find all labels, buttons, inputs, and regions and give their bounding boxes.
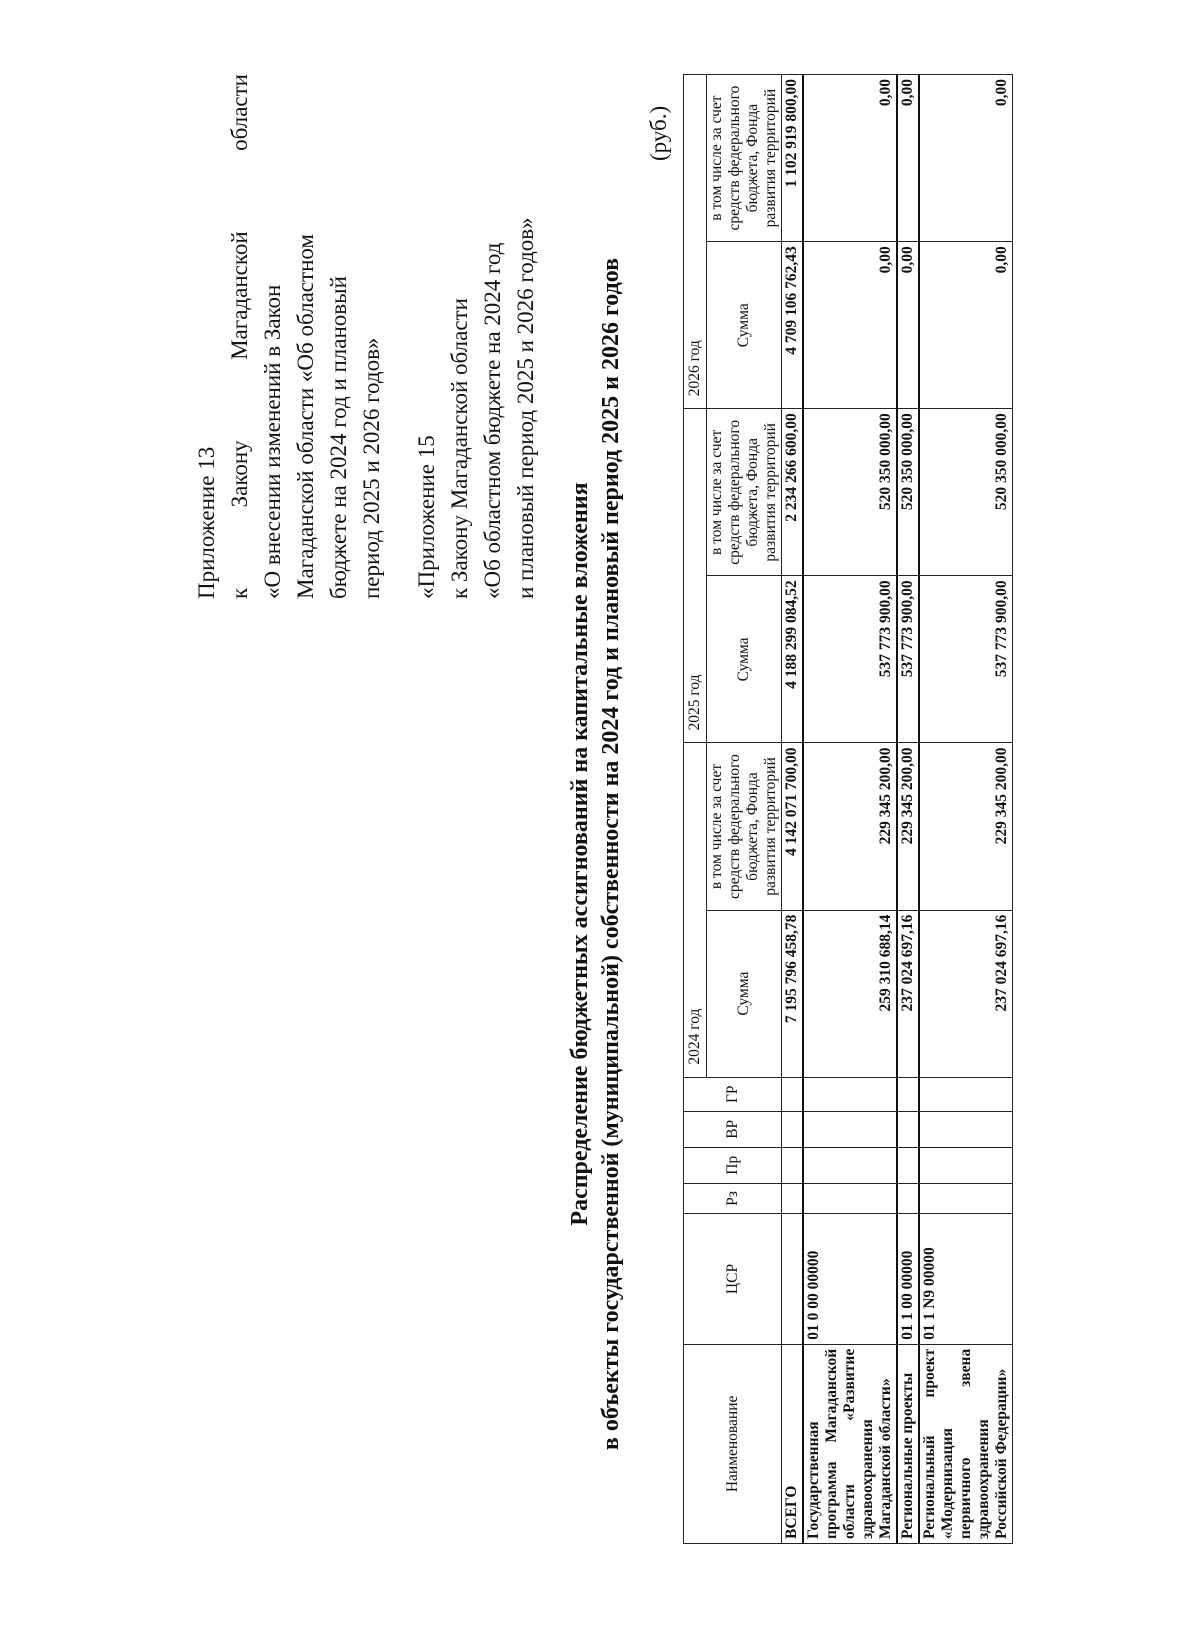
cell-sum-2025: 4 188 299 084,52 xyxy=(782,576,804,743)
cell-rz xyxy=(803,1183,897,1214)
header-sum-2026: Сумма xyxy=(707,242,782,409)
cell-federal-2025: 520 350 000,00 xyxy=(897,409,919,576)
appendix-line: Приложение 13 xyxy=(194,446,219,599)
cell-sum-2025: 537 773 900,00 xyxy=(919,576,1013,743)
header-name: Наименование xyxy=(684,1344,782,1543)
header-csr: ЦСР xyxy=(684,1214,782,1345)
cell-csr: 01 0 00 00000 xyxy=(803,1214,897,1345)
cell-federal-2026: 0,00 xyxy=(803,75,897,242)
cell-federal-2026: 0,00 xyxy=(919,75,1013,242)
cell-name: Государственная программа Магаданской области «Развитие здравоохранения Магаданской области» xyxy=(803,1344,897,1543)
appendix-15-block xyxy=(410,74,542,599)
cell-csr xyxy=(782,1214,804,1345)
cell-sum-2025: 537 773 900,00 xyxy=(897,576,919,743)
appendix-line: к Закону Магаданской области xyxy=(227,74,252,599)
cell-gr xyxy=(919,1077,1013,1111)
cell-federal-2024: 4 142 071 700,00 xyxy=(782,743,804,910)
header-federal-2024: в том числе за счет средств федерального бюджета, Фонда развития территорий xyxy=(707,743,782,910)
cell-sum-2026: 4 709 106 762,43 xyxy=(782,242,804,409)
header-year-2024: 2024 год xyxy=(684,743,707,1077)
header-pr: Пр xyxy=(684,1147,782,1183)
cell-sum-2025: 537 773 900,00 xyxy=(803,576,897,743)
appendix-line: «Приложение 15 xyxy=(414,435,439,599)
appendix-line: бюджете на 2024 год и плановый xyxy=(326,276,351,599)
cell-name: Региональные проекты xyxy=(897,1344,919,1543)
cell-vr xyxy=(803,1111,897,1147)
cell-federal-2026: 1 102 919 800,00 xyxy=(782,75,804,242)
header-gr: ГР xyxy=(684,1077,782,1111)
cell-sum-2024: 237 024 697,16 xyxy=(897,910,919,1077)
cell-name: Региональный проект «Модернизация первичного звена здравоохранения Российской Федерации» xyxy=(919,1344,1013,1543)
table-row xyxy=(803,75,897,1544)
header-rz: Рз xyxy=(684,1183,782,1214)
header-federal-2025: в том числе за счет средств федерального бюджета, Фонда развития территорий xyxy=(707,409,782,576)
cell-sum-2024: 237 024 697,16 xyxy=(919,910,1013,1077)
cell-federal-2025: 2 234 266 600,00 xyxy=(782,409,804,576)
cell-rz xyxy=(897,1183,919,1214)
cell-vr xyxy=(782,1111,804,1147)
cell-name: ВСЕГО xyxy=(782,1344,804,1543)
cell-federal-2024: 229 345 200,00 xyxy=(897,743,919,910)
cell-pr xyxy=(919,1147,1013,1183)
cell-csr: 01 1 00 00000 xyxy=(897,1214,919,1345)
appendix-line: «О внесении изменений в Закон xyxy=(260,284,285,599)
appendix-line: Магаданской области «Об областном xyxy=(293,234,318,599)
cell-federal-2024: 229 345 200,00 xyxy=(803,743,897,910)
cell-federal-2025: 520 350 000,00 xyxy=(919,409,1013,576)
header-vr: ВР xyxy=(684,1111,782,1147)
appendix-line: «Об областном бюджете на 2024 год xyxy=(480,242,505,599)
cell-rz xyxy=(782,1183,804,1214)
appendix-line: период 2025 и 2026 годов» xyxy=(359,337,384,599)
appendix-line: к Закону Магаданской области xyxy=(447,298,472,599)
cell-sum-2026: 0,00 xyxy=(803,242,897,409)
header-year-2026: 2026 год xyxy=(684,75,707,409)
cell-sum-2024: 259 310 688,14 xyxy=(803,910,897,1077)
cell-pr xyxy=(782,1147,804,1183)
appendix-13-block xyxy=(190,74,388,599)
cell-vr xyxy=(919,1111,1013,1147)
cell-gr xyxy=(782,1077,804,1111)
cell-rz xyxy=(919,1183,1013,1214)
currency-note: (руб.) xyxy=(646,105,671,161)
cell-federal-2026: 0,00 xyxy=(897,75,919,242)
table-row-total xyxy=(782,75,804,1544)
table-row xyxy=(897,75,919,1544)
cell-sum-2024: 7 195 796 458,78 xyxy=(782,910,804,1077)
header-federal-2026: в том числе за счет средств федерального бюджета, Фонда развития территорий xyxy=(707,75,782,242)
cell-sum-2026: 0,00 xyxy=(919,242,1013,409)
cell-gr xyxy=(897,1077,919,1111)
budget-table xyxy=(683,74,1013,1544)
cell-pr xyxy=(897,1147,919,1183)
title-line-1: Распределение бюджетных ассигнований на капитальные вложения xyxy=(567,482,593,1226)
document-title xyxy=(565,139,627,1569)
title-line-2: в объекты государственной (муниципальной) собственности на 2024 год и плановый период 2025 и 2026 годов xyxy=(598,257,624,1451)
header-year-2025: 2025 год xyxy=(684,409,707,743)
cell-sum-2026: 0,00 xyxy=(897,242,919,409)
header-sum-2025: Сумма xyxy=(707,576,782,743)
appendix-line: и плановый период 2025 и 2026 годов» xyxy=(513,217,538,599)
header-sum-2024: Сумма xyxy=(707,910,782,1077)
cell-vr xyxy=(897,1111,919,1147)
cell-federal-2024: 229 345 200,00 xyxy=(919,743,1013,910)
cell-csr: 01 1 N9 00000 xyxy=(919,1214,1013,1345)
table-row xyxy=(919,75,1013,1544)
cell-federal-2025: 520 350 000,00 xyxy=(803,409,897,576)
cell-pr xyxy=(803,1147,897,1183)
cell-gr xyxy=(803,1077,897,1111)
